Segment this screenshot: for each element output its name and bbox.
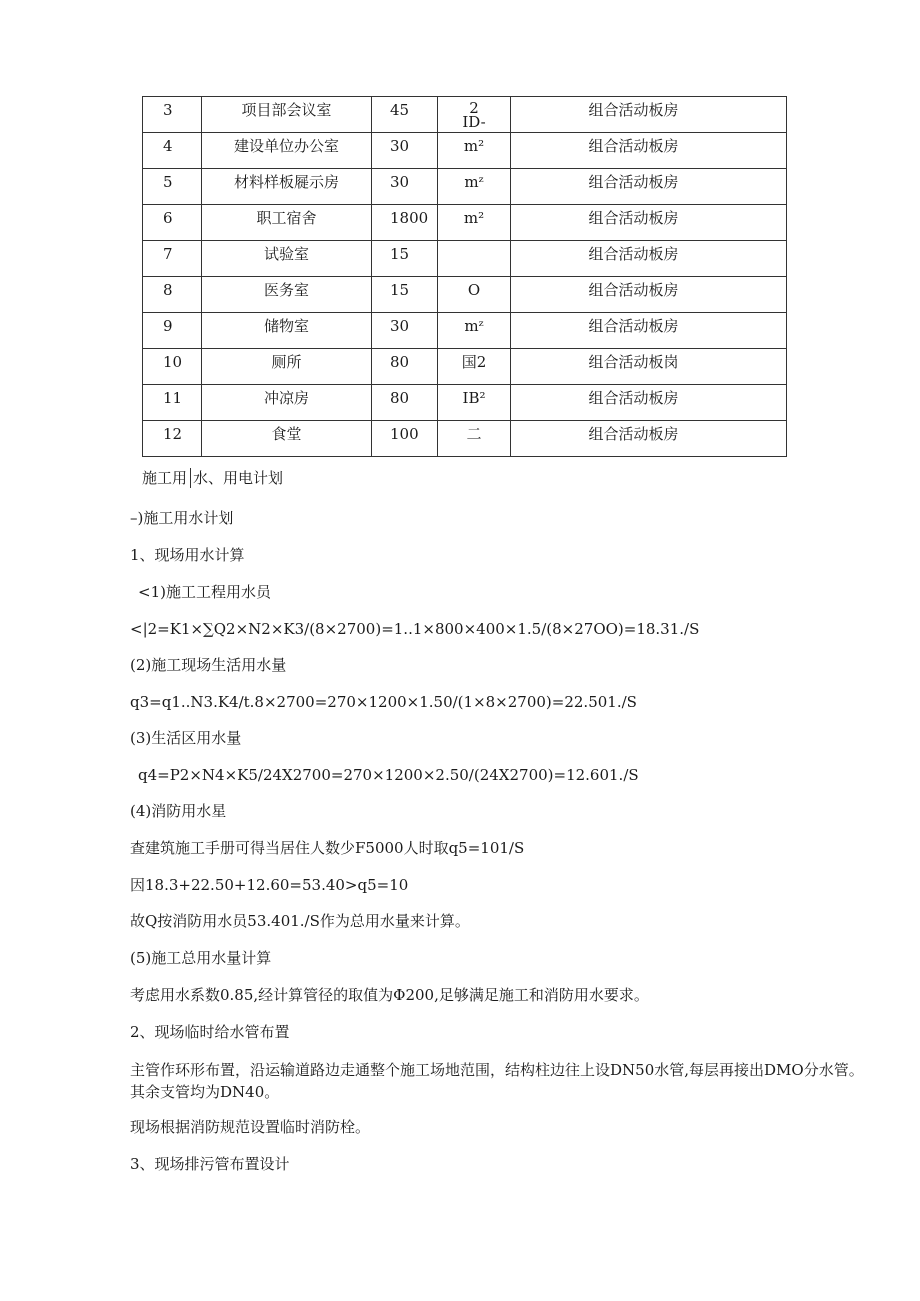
facility-name-cell: 储物室 bbox=[202, 313, 372, 349]
quantity-cell: 100 bbox=[372, 421, 438, 457]
quantity-cell: 30 bbox=[372, 169, 438, 205]
unit-top: m² bbox=[463, 209, 485, 227]
table-row bbox=[143, 205, 787, 241]
formula-q4: q4=P2×N4×K5∕24X2700=270×1200×2.50/(24X2700)=12.601./S bbox=[138, 766, 639, 784]
heading-engineering-water: <1)施工工程用水员 bbox=[138, 583, 271, 601]
text-main-pipe-layout: 主管作环形布置，沿运输道路边走通整个施工场地范围，结构柱边往上设DN50水管,每层再接出DMO分水管。其余支管均为DN40。 bbox=[130, 1061, 864, 1101]
building-type-cell: 组合活动板房 bbox=[511, 97, 787, 133]
table-row bbox=[143, 421, 787, 457]
section-heading-part-a: 施工用 bbox=[142, 469, 188, 487]
building-type-cell: 组合活动板房 bbox=[511, 385, 787, 421]
text-sum-comparison: 因18.3+22.50+12.60=53.40>q5=10 bbox=[130, 876, 409, 894]
formula-q3: q3=q1..N3.K4∕t.8×2700=270×1200×1.50/(1×8×2700)=22.501./S bbox=[130, 693, 637, 711]
heading-total-water: (5)施工总用水量计算 bbox=[130, 949, 272, 967]
unit-cell bbox=[438, 133, 511, 169]
unit-cell bbox=[438, 205, 511, 241]
unit-top: mᶻ bbox=[464, 317, 484, 335]
text-pipe-diameter: 考虑用水系数0.85,经计算管径的取值为Φ200,足够满足施工和消防用水要求。 bbox=[130, 986, 649, 1004]
quantity-cell: 15 bbox=[372, 241, 438, 277]
heading-site-living-water: (2)施工现场生活用水量 bbox=[130, 656, 287, 674]
building-type-cell: 组合活动板房 bbox=[511, 241, 787, 277]
heading-living-area-water: (3)生活区用水量 bbox=[130, 729, 242, 747]
unit-value bbox=[466, 427, 481, 441]
unit-top: 二 bbox=[466, 425, 482, 443]
building-type-cell: 组合活动板房 bbox=[511, 133, 787, 169]
facility-name-cell: 冲凉房 bbox=[202, 385, 372, 421]
unit-value bbox=[464, 175, 483, 189]
facility-name-cell: 建设单位办公室 bbox=[202, 133, 372, 169]
table-row bbox=[143, 169, 787, 205]
unit-value bbox=[464, 139, 484, 153]
building-type-cell: 组合活动板房 bbox=[511, 313, 787, 349]
facility-name-cell: 材料样板屣示房 bbox=[202, 169, 372, 205]
unit-value bbox=[464, 211, 484, 225]
unit-top: m² bbox=[463, 137, 485, 155]
heading-sewage-pipe: 3、现场排污管布置设计 bbox=[130, 1155, 290, 1173]
building-type-cell: 组合活动板房 bbox=[511, 205, 787, 241]
building-type-cell: 组合活动板房 bbox=[511, 421, 787, 457]
quantity-cell: 1800 bbox=[372, 205, 438, 241]
facility-name-cell: 试验室 bbox=[202, 241, 372, 277]
table-row bbox=[143, 97, 787, 133]
unit-value bbox=[468, 283, 480, 297]
table-row bbox=[143, 133, 787, 169]
unit-value bbox=[463, 391, 486, 405]
row-number-cell: 9 bbox=[143, 313, 202, 349]
table-row bbox=[143, 349, 787, 385]
row-number-cell: 8 bbox=[143, 277, 202, 313]
quantity-cell: 45 bbox=[372, 97, 438, 133]
unit-cell bbox=[438, 277, 511, 313]
unit-cell bbox=[438, 349, 511, 385]
quantity-cell: 30 bbox=[372, 313, 438, 349]
row-number-cell: 3 bbox=[143, 97, 202, 133]
building-type-cell: 组合活动板岗 bbox=[511, 349, 787, 385]
unit-bottom: ID- bbox=[462, 113, 486, 131]
quantity-cell: 30 bbox=[372, 133, 438, 169]
facility-name-cell: 医务室 bbox=[202, 277, 372, 313]
unit-cell bbox=[438, 241, 511, 277]
row-number-cell: 7 bbox=[143, 241, 202, 277]
unit-top: 2 bbox=[469, 99, 479, 117]
facility-name-cell: 厕所 bbox=[202, 349, 372, 385]
heading-water-plan: –)施工用水计划 bbox=[130, 509, 234, 527]
unit-cell bbox=[438, 97, 511, 133]
unit-cell bbox=[438, 385, 511, 421]
quantity-cell: 80 bbox=[372, 349, 438, 385]
facility-name-cell: 食堂 bbox=[202, 421, 372, 457]
table-row bbox=[143, 385, 787, 421]
text-fire-water-lookup: 查建筑施工手册可得当居住人数少F5000人时取q5=101∕S bbox=[130, 839, 525, 857]
facilities-table-body bbox=[143, 97, 787, 457]
row-number-cell: 11 bbox=[143, 385, 202, 421]
facilities-table bbox=[142, 96, 787, 457]
unit-value bbox=[462, 355, 487, 369]
section-heading bbox=[142, 468, 283, 488]
building-type-cell: 组合活动板房 bbox=[511, 169, 787, 205]
section-heading-part-b: 水、用电计划 bbox=[190, 468, 283, 488]
table-row bbox=[143, 241, 787, 277]
row-number-cell: 6 bbox=[143, 205, 202, 241]
text-total-basis: 故Q按消防用水员53.401./S作为总用水量来计算。 bbox=[130, 912, 470, 930]
unit-top: mᶻ bbox=[464, 173, 484, 191]
building-type-cell: 组合活动板房 bbox=[511, 277, 787, 313]
facility-name-cell: 职工宿舍 bbox=[202, 205, 372, 241]
unit-top: IB² bbox=[462, 389, 486, 407]
table-row bbox=[143, 277, 787, 313]
heading-temp-water-pipe: 2、现场临时给水管布置 bbox=[130, 1023, 290, 1041]
row-number-cell: 10 bbox=[143, 349, 202, 385]
unit-top: 国2 bbox=[461, 353, 487, 371]
unit-value bbox=[462, 101, 485, 129]
formula-q2: <|2=K1×∑Q2×N2×K3∕(8×2700)=1..1×800×400×1.5∕(8×27OO)=18.31./S bbox=[130, 620, 700, 638]
text-fire-hydrant: 现场根据消防规范设置临时消防栓。 bbox=[130, 1118, 371, 1136]
unit-cell bbox=[438, 421, 511, 457]
row-number-cell: 5 bbox=[143, 169, 202, 205]
unit-value bbox=[464, 319, 483, 333]
row-number-cell: 4 bbox=[143, 133, 202, 169]
quantity-cell: 80 bbox=[372, 385, 438, 421]
table-row bbox=[143, 313, 787, 349]
heading-site-water-calc: 1、现场用水计算 bbox=[130, 546, 245, 564]
unit-top: O bbox=[467, 281, 481, 299]
heading-fire-water: (4)消防用水星 bbox=[130, 802, 227, 820]
facility-name-cell: 项目部会议室 bbox=[202, 97, 372, 133]
quantity-cell: 15 bbox=[372, 277, 438, 313]
row-number-cell: 12 bbox=[143, 421, 202, 457]
unit-cell bbox=[438, 313, 511, 349]
unit-cell bbox=[438, 169, 511, 205]
